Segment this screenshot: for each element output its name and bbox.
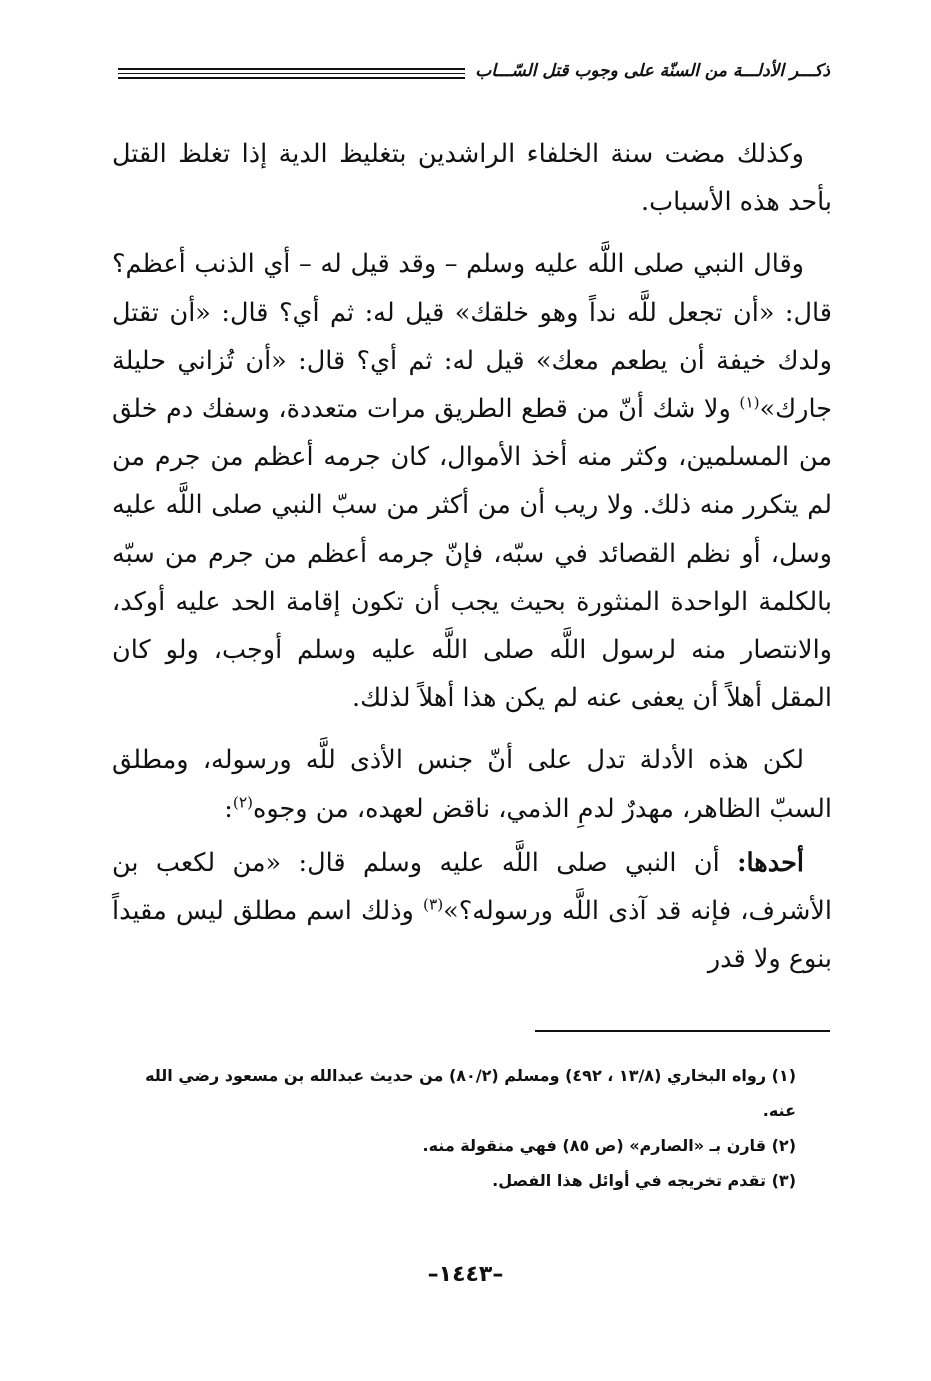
footnote: (١) رواه البخاري (١٣/٨ ، ٤٩٢) ومسلم (٨٠/٢) من حديث عبدالله بن مسعود رضي الله عنه. (145, 1066, 796, 1120)
paragraph-label: أحدها: (737, 847, 804, 878)
header-rule (118, 77, 508, 79)
paragraph-text: وذلك اسم مطلق ليس مقيداً بنوع ولا قدر (112, 896, 832, 975)
paragraph-text: أن النبي صلى اللَّه عليه وسلم قال: «من لكعب بن الأشرف، فإنه قد آذى اللَّه ورسوله؟» (112, 847, 832, 927)
footnote-ref[interactable]: (٢) (232, 793, 253, 812)
paragraph-text: لكن هذه الأدلة تدل على أنّ جنس الأذى للَّه ورسوله، ومطلق السبّ الظاهر، مهدرٌ لدمِ الذمي، ناقض لعهده، من وجوه (112, 745, 832, 824)
paragraph-text: وكذلك مضت سنة الخلفاء الراشدين بتغليظ الدية إذا تغلظ القتل بأحد هذه الأسباب. (112, 139, 832, 218)
page-number: –١٤٤٣– (427, 1262, 504, 1287)
footnote-ref[interactable]: (٣) (423, 895, 444, 914)
footnotes (110, 1058, 832, 1198)
running-title: ذكـــر الأدلـــة من السنّة على وجوب قتل السّـــاب (465, 58, 830, 84)
main-text (112, 130, 832, 997)
paragraph (112, 839, 832, 984)
paragraph (112, 240, 832, 722)
paragraph-text: : (224, 793, 233, 824)
footnote: (٢) قارن بـ «الصارم» (ص ٨٥) فهي منقولة منه. (422, 1136, 796, 1155)
running-header (118, 58, 830, 88)
footnote-ref[interactable]: (١) (739, 393, 760, 412)
header-rule (118, 73, 508, 74)
paragraph-text: وقال النبي صلى اللَّه عليه وسلم – وقد قيل له – أي الذنب أعظم؟ قال: «أن تجعل للَّه نداً وهو خلقك» قيل له: ثم أي؟ قال: «أن تقتل ولدك خيفة أن يطعم معك» قيل له: ثم أي؟ قال: «أن تُزاني حليلة جارك» (112, 249, 832, 425)
paragraph (112, 130, 832, 226)
header-rule (118, 68, 508, 70)
footnote-separator (535, 1030, 830, 1032)
footnote: (٣) تقدم تخريجه في أوائل هذا الفصل. (492, 1171, 796, 1190)
paragraph (112, 736, 832, 832)
paragraph-text: ولا شك أنّ من قطع الطريق مرات متعددة، وسفك دم خلق من المسلمين، وكثر منه أخذ الأموال، كان جرمه أعظم من جرم من لم يتكرر منه ذلك. ولا ريب أن من أكثر من سبّ النبي صلى اللَّه عليه وسل، أو نظم القصائد في سبّه، فإنّ جرمه أعظم من جرم من سبّه بالكلمة الواحدة المنثورة بحيث يجب أن تكون إقامة الحد عليه أوكد، والانتصار منه لرسول اللَّه صلى اللَّه عليه وسلم أوجب، ولو كان المقل أهلاً أن يعفى عنه لم يكن هذا أهلاً لذلك. (112, 394, 832, 714)
